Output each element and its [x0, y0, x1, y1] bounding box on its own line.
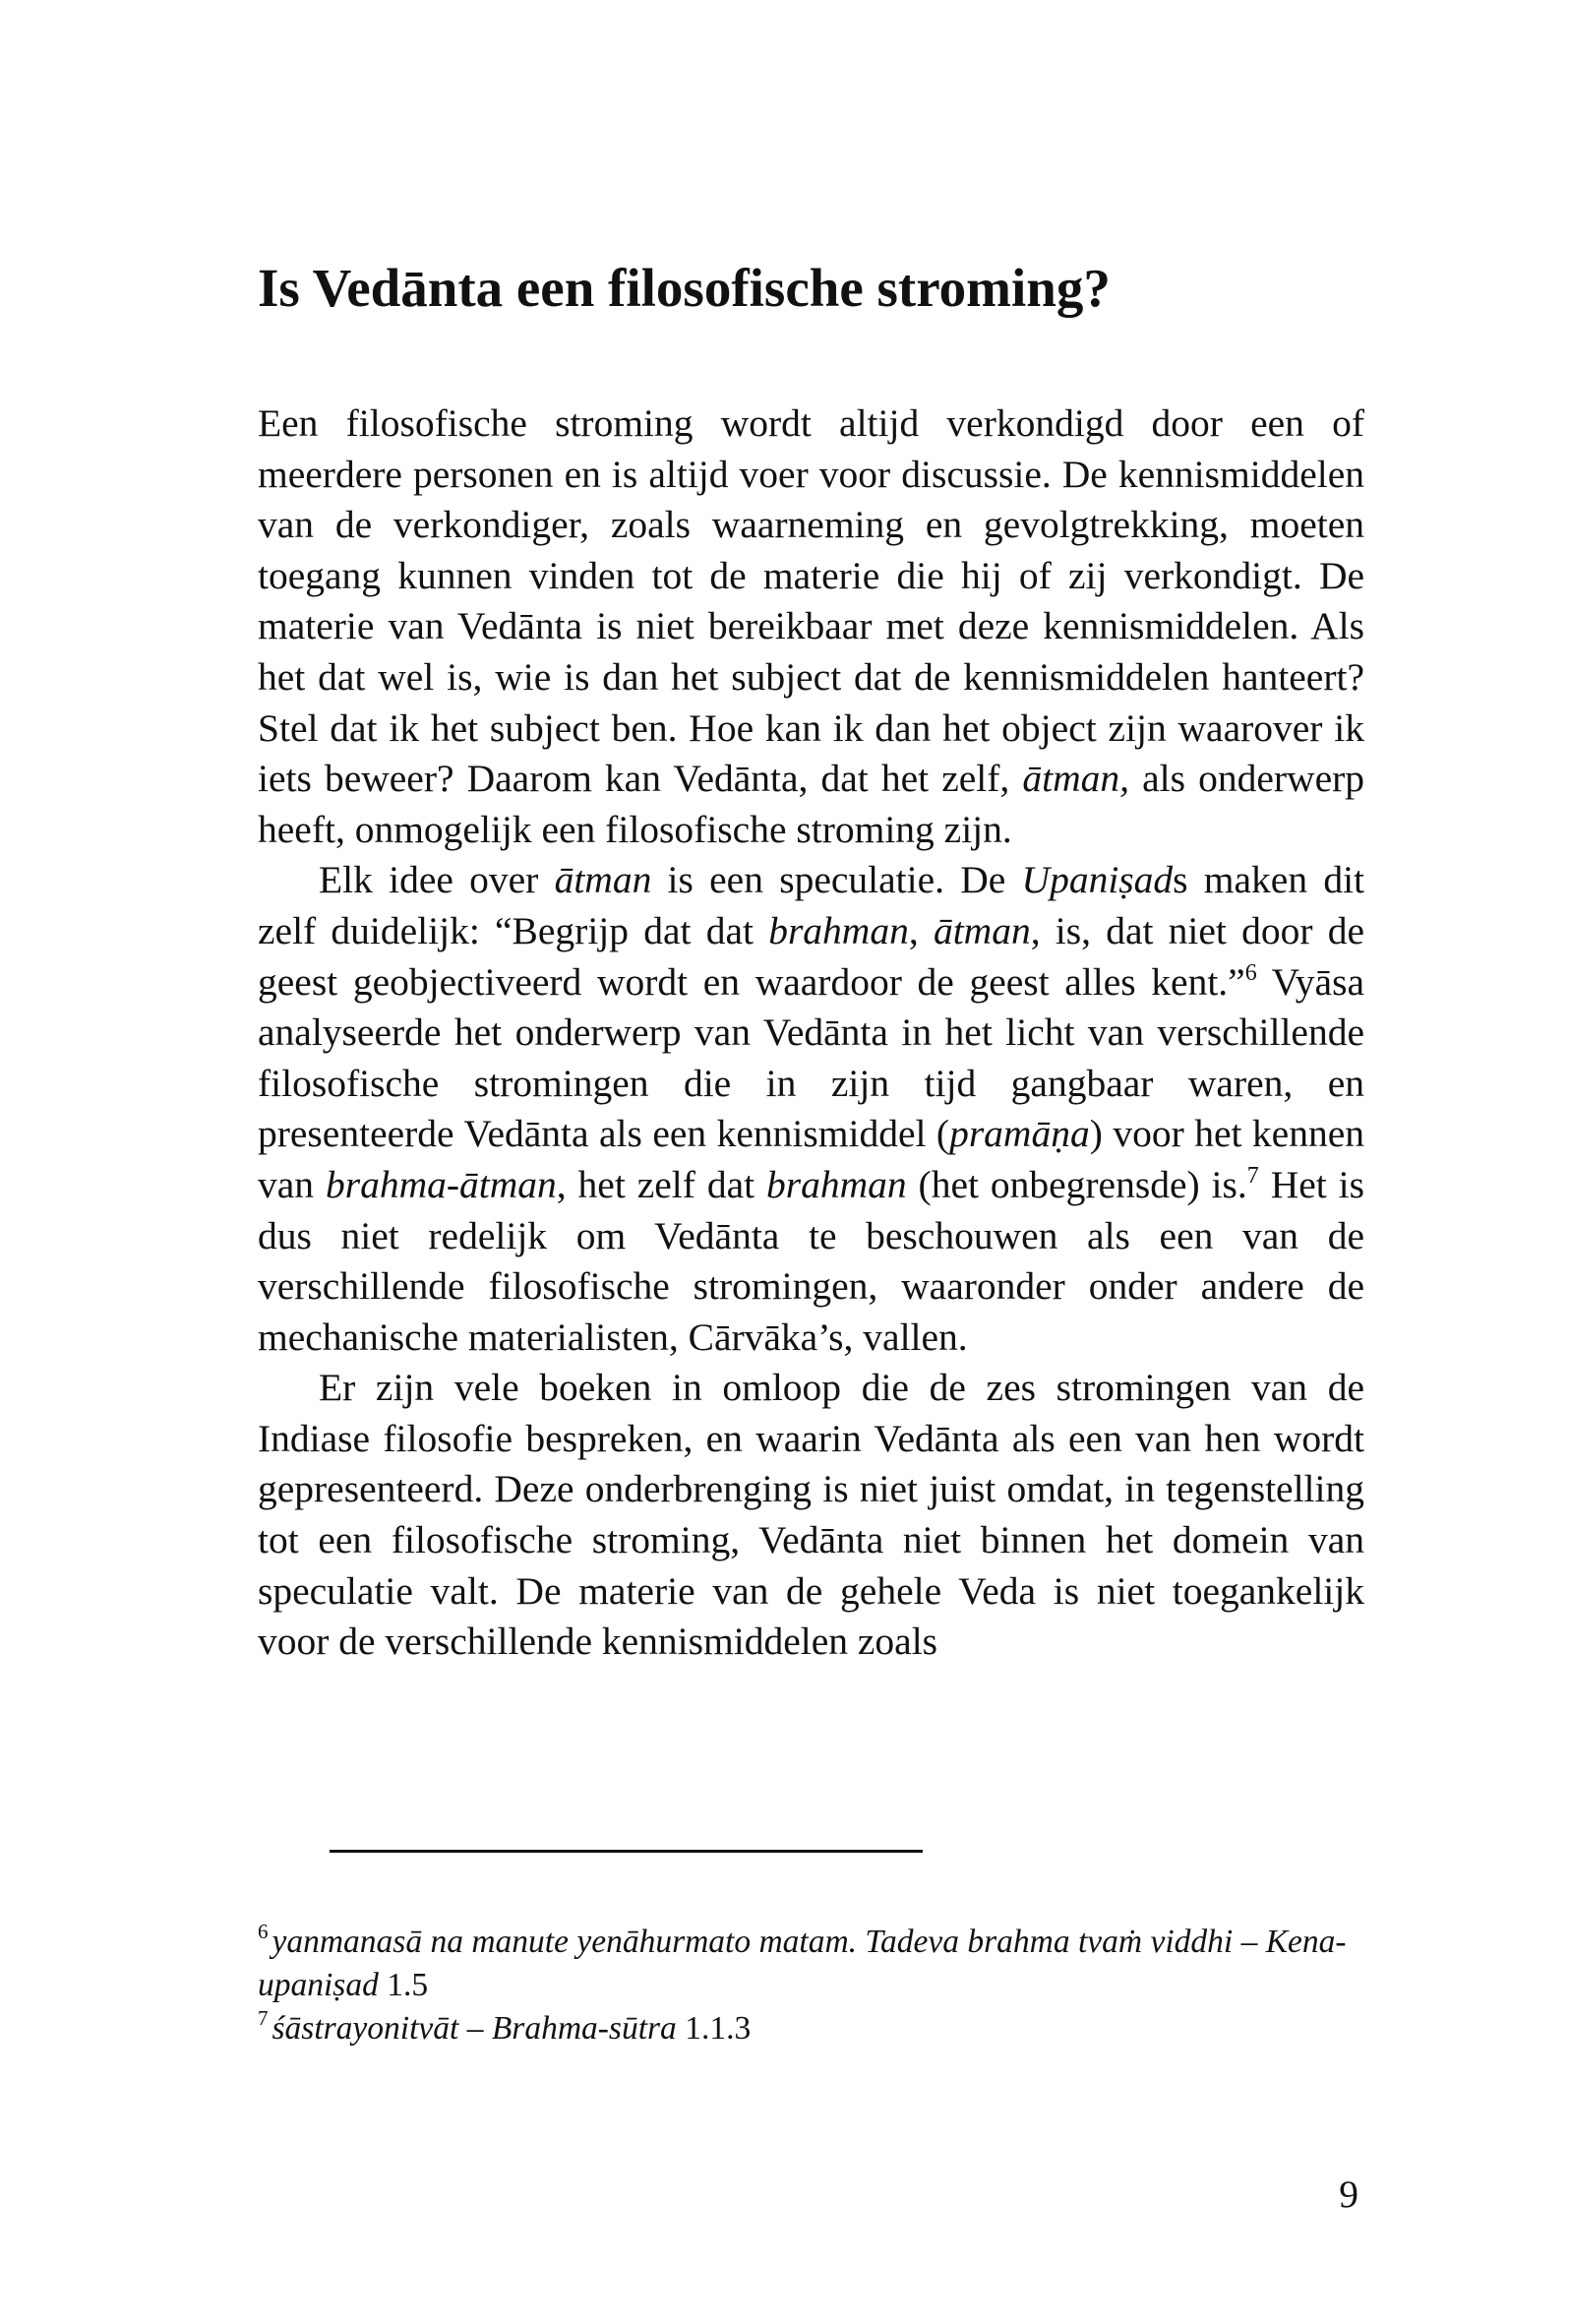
text-run: , het zelf dat — [556, 1162, 766, 1206]
italic-term: ātman, — [1022, 757, 1130, 801]
italic-term: pramāṇa — [949, 1112, 1090, 1156]
footnote-separator — [330, 1850, 923, 1853]
text-run: ) voor het kennen van — [258, 1112, 1364, 1206]
italic-term: ātman — [554, 858, 652, 902]
text-run: – — [458, 2010, 492, 2047]
footnotes — [258, 1921, 1364, 2050]
italic-term: Kena-upaniṣad — [258, 1924, 1347, 2003]
footnote-reference: 7 — [1246, 1162, 1259, 1189]
text-run: , is, dat niet door de geest geobjectiveerd wordt en waardoor de geest alles kent.” — [258, 908, 1365, 1004]
paragraph — [258, 398, 1364, 855]
italic-term: Brahma-sūtra — [491, 2010, 677, 2047]
footnote-reference: 6 — [1244, 959, 1257, 986]
footnote — [258, 1921, 1364, 2007]
italic-term: brahman — [765, 1162, 907, 1206]
text-run: als onderwerp heeft, onmogelijk een filosofische stroming zijn. — [258, 757, 1365, 851]
text-run: , — [908, 908, 934, 952]
paragraph — [258, 1363, 1364, 1668]
text-run: Vyāsa analyseerde het onderwerp van Vedānta in het licht van verschillende filosofische stromingen die in zijn tijd gangbaar waren, en presenteerde Vedānta als een kennismiddel ( — [258, 959, 1364, 1156]
text-run: Er zijn vele boeken in omloop die de zes stromingen van de Indiase filosofie bespreken, en waarin Vedānta als een van hen wordt gepresenteerd. Deze onderbrenging is niet juist omdat, in tegenstelling tot een filosofische stroming, Vedānta niet binnen het domein van speculatie valt. De materie van de gehele Veda is niet toegankelijk voor de verschillende kennismiddelen zoals — [258, 1366, 1364, 1664]
italic-term: brahman — [768, 908, 909, 952]
text-run: is een speculatie. De — [651, 858, 1022, 902]
text-run: 1.1.3 — [676, 2010, 752, 2047]
footnote-number: 6 — [258, 1920, 269, 1943]
text-run: Het is dus niet redelijk om Vedānta te beschouwen als een van de verschillende filosofische stromingen, waaronder onder andere de mechanische materialisten, Cārvāka’s, vallen. — [258, 1162, 1364, 1359]
body-text — [258, 398, 1364, 1668]
text-run: (het onbegrensde) is. — [906, 1162, 1247, 1206]
footnote-number: 7 — [258, 2006, 269, 2030]
italic-term: Upaniṣad — [1021, 858, 1174, 902]
italic-term: ātman — [933, 908, 1031, 952]
italic-term: yanmanasā na manute yenāhurmato matam. Tadeva brahma tvaṁ viddhi — [272, 1924, 1234, 1960]
text-run: Elk idee over — [319, 858, 555, 902]
text-run: s maken dit zelf duidelijk: “Begrijp dat dat — [258, 858, 1365, 952]
paragraph — [258, 855, 1364, 1363]
text-run: 1.5 — [378, 1967, 429, 2003]
text-run: Een filosofische stroming wordt altijd verkondigd door een of meerdere personen en is altijd voer voor discussie. De kennismiddelen van de verkondiger, zoals waarneming en gevolgtrekking, moeten toegang kunnen vinden tot de materie die hij of zij verkondigt. De materie van Vedānta is niet bereikbaar met deze kennismiddelen. Als het dat wel is, wie is dan het subject dat de kennismiddelen hanteert? Stel dat ik het subject ben. Hoe kan ik dan het object zijn waarover ik iets beweer? Daarom kan Vedānta, dat het zelf, — [258, 401, 1364, 801]
footnote — [258, 2007, 1364, 2050]
chapter-title: Is Vedānta een filosofische stroming? — [258, 258, 1111, 318]
text-run: – — [1233, 1924, 1266, 1960]
italic-term: śāstrayonitvāt — [272, 2010, 459, 2047]
page-number: 9 — [1339, 2172, 1358, 2216]
italic-term: brahma-ātman — [325, 1162, 557, 1206]
